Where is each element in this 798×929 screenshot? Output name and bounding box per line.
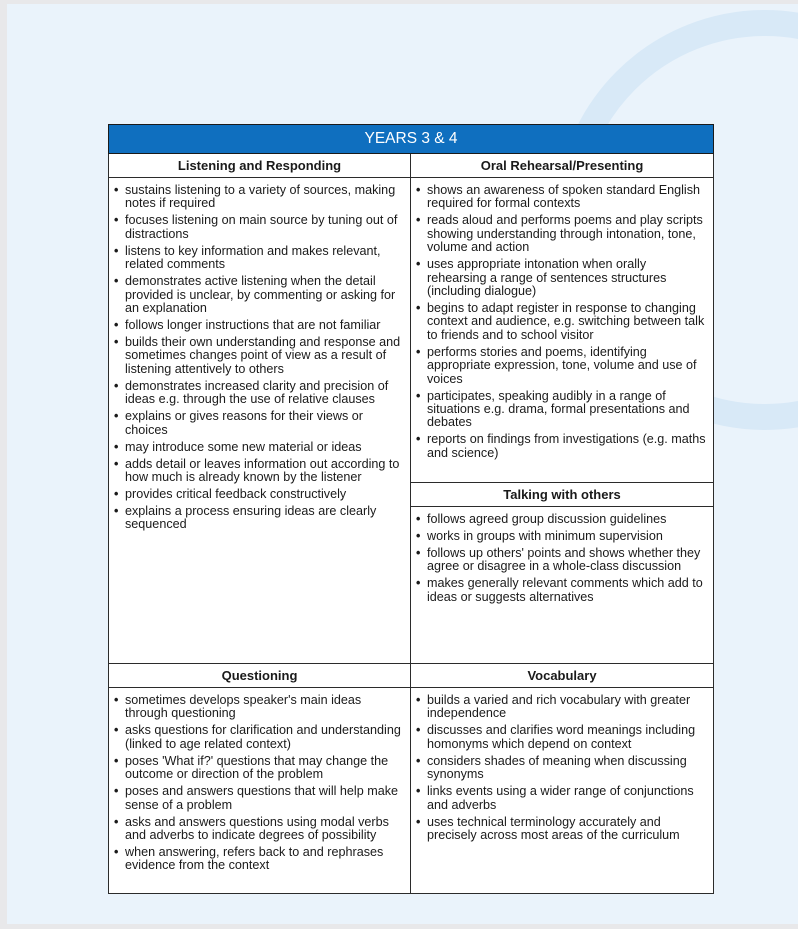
questioning-list <box>109 688 410 882</box>
list-item: • adds detail or leaves information out according to how much is already known by the listener <box>114 458 404 485</box>
oral-heading: Oral Rehearsal/Presenting <box>411 154 714 178</box>
list-item: • asks and answers questions using modal verbs and adverbs to indicate degrees of possibility <box>114 816 404 843</box>
years-3-4-table <box>108 124 714 894</box>
list-item: • demonstrates active listening when the detail provided is unclear, by commenting or asking for an explanation <box>114 275 404 315</box>
list-item: • provides critical feedback constructively <box>114 488 404 501</box>
listening-cell <box>109 178 411 664</box>
list-item: • explains a process ensuring ideas are clearly sequenced <box>114 505 404 532</box>
talking-list <box>411 507 713 614</box>
vocabulary-list <box>411 688 713 852</box>
list-item: • links events using a wider range of conjunctions and adverbs <box>416 785 707 812</box>
list-item: • explains or gives reasons for their views or choices <box>114 410 404 437</box>
list-item: • when answering, refers back to and rephrases evidence from the context <box>114 846 404 873</box>
oral-talking-cell <box>411 178 714 664</box>
list-item: • may introduce some new material or ideas <box>114 441 404 454</box>
list-item: • listens to key information and makes relevant, related comments <box>114 245 404 272</box>
document-page <box>7 4 798 924</box>
table-title: YEARS 3 & 4 <box>109 125 714 154</box>
list-item: • shows an awareness of spoken standard English required for formal contexts <box>416 184 707 211</box>
list-item: • works in groups with minimum supervision <box>416 530 707 543</box>
listening-heading: Listening and Responding <box>109 154 411 178</box>
list-item: • reports on findings from investigations (e.g. maths and science) <box>416 433 707 460</box>
oral-section <box>411 178 713 482</box>
list-item: • discusses and clarifies word meanings including homonyms which depend on context <box>416 724 707 751</box>
list-item: • uses technical terminology accurately and precisely across most areas of the curriculum <box>416 816 707 843</box>
list-item: • asks questions for clarification and understanding (linked to age related context) <box>114 724 404 751</box>
list-item: • reads aloud and performs poems and play scripts showing understanding through intonation, tone, volume and action <box>416 214 707 254</box>
list-item: • builds their own understanding and response and sometimes changes point of view as a result of listening attentively to others <box>114 336 404 376</box>
list-item: • poses and answers questions that will help make sense of a problem <box>114 785 404 812</box>
list-item: • participates, speaking audibly in a range of situations e.g. drama, formal presentations and debates <box>416 390 707 430</box>
list-item: • makes generally relevant comments which add to ideas or suggests alternatives <box>416 577 707 604</box>
list-item: • sometimes develops speaker's main ideas through questioning <box>114 694 404 721</box>
questioning-heading: Questioning <box>109 664 411 688</box>
list-item: • considers shades of meaning when discussing synonyms <box>416 755 707 782</box>
list-item: • follows up others' points and shows whether they agree or disagree in a whole-class discussion <box>416 547 707 574</box>
list-item: • follows agreed group discussion guidelines <box>416 513 707 526</box>
oral-list <box>411 178 713 470</box>
list-item: • uses appropriate intonation when orally rehearsing a range of sentences structures (including dialogue) <box>416 258 707 298</box>
questioning-cell <box>109 688 411 894</box>
list-item: • poses 'What if?' questions that may change the outcome or direction of the problem <box>114 755 404 782</box>
talking-heading: Talking with others <box>411 482 713 507</box>
list-item: • demonstrates increased clarity and precision of ideas e.g. through the use of relative clauses <box>114 380 404 407</box>
list-item: • follows longer instructions that are not familiar <box>114 319 404 332</box>
list-item: • performs stories and poems, identifying appropriate expression, tone, volume and use of voices <box>416 346 707 386</box>
list-item: • begins to adapt register in response to changing context and audience, e.g. switching between talk to friends and to school visitor <box>416 302 707 342</box>
list-item: • focuses listening on main source by tuning out of distractions <box>114 214 404 241</box>
list-item: • sustains listening to a variety of sources, making notes if required <box>114 184 404 211</box>
vocabulary-heading: Vocabulary <box>411 664 714 688</box>
listening-list <box>109 178 410 541</box>
vocabulary-cell <box>411 688 714 894</box>
list-item: • builds a varied and rich vocabulary with greater independence <box>416 694 707 721</box>
